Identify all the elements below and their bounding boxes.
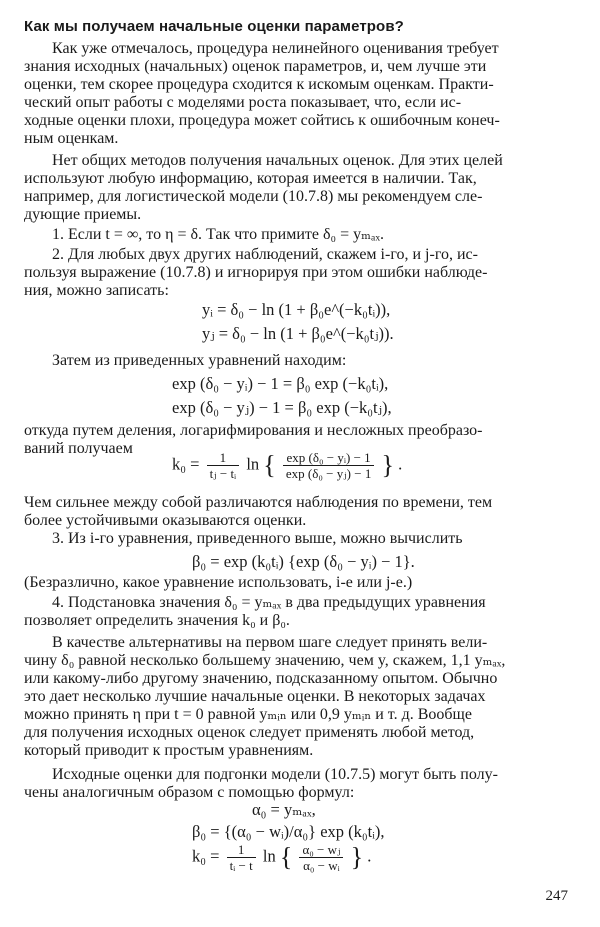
equation-k0-alt: [192, 842, 371, 873]
fraction: [227, 842, 256, 873]
paragraph-intro: [24, 40, 576, 148]
text-line: используют любую информацию, которая имеется в наличии. Так,: [24, 170, 477, 187]
text-line: откуда путем деления, логарифмирования и несложных преобразо-: [24, 422, 483, 439]
equation-alpha0: α₀ = yₘₐₓ,: [252, 800, 316, 819]
fraction: [299, 842, 343, 873]
text-line: Исходные оценки для подгонки модели (10.7.5) могут быть полу-: [52, 766, 498, 783]
text-line: который приводит к простым уравнениям.: [24, 742, 314, 759]
list-item-1: [24, 226, 576, 244]
equation-exp-i: exp (δ₀ − yᵢ) − 1 = β₀ exp (−k₀tᵢ),: [172, 374, 389, 393]
equation-k0: [172, 450, 402, 481]
fraction: [283, 450, 374, 481]
text-line: 3. Из i-го уравнения, приведенного выше, можно вычислить: [52, 530, 463, 547]
fraction-denominator: exp (δ₀ − yⱼ) − 1: [285, 466, 372, 481]
section-heading: Как мы получаем начальные оценки параметров?: [24, 18, 404, 35]
text-line: Чем сильнее между собой различаются наблюдения по времени, тем: [24, 494, 493, 511]
right-brace: }: [381, 450, 394, 480]
equation-yj: yⱼ = δ₀ − ln (1 + β₀e^(−k₀tⱼ)).: [202, 324, 394, 343]
text-line: ным оценкам.: [24, 130, 119, 147]
text-line: Затем из приведенных уравнений находим:: [52, 352, 347, 369]
equation-beta0: β₀ = exp (k₀tᵢ) {exp (δ₀ − yᵢ) − 1}.: [192, 552, 415, 571]
text-line: ходные оценки плохи, процедура может сойтись к ошибочным конеч-: [24, 112, 500, 129]
fraction: [207, 450, 240, 481]
left-brace: {: [263, 450, 276, 480]
fraction-denominator: α₀ − wᵢ: [303, 858, 340, 873]
equation-yi: yᵢ = δ₀ − ln (1 + β₀e^(−k₀tᵢ)),: [202, 300, 391, 319]
eq-lhs: k₀ =: [192, 846, 220, 866]
document-page: [24, 0, 576, 927]
paragraph-alternative: [24, 634, 576, 760]
text-line: 1. Если t = ∞, то η = δ. Так что примите δ₀ = yₘₐₓ.: [52, 226, 384, 243]
text-line: ния, можно записать:: [24, 282, 169, 299]
list-item-4: [24, 594, 576, 630]
equation-beta0-alt: β₀ = {(α₀ − wᵢ)/α₀} exp (k₀tᵢ),: [192, 822, 385, 841]
text-line: можно принять η при t = 0 равной yₘᵢₙ или 0,9 yₘᵢₙ и т. д. Вообще: [24, 706, 472, 723]
paragraph-remark: [24, 574, 576, 592]
list-item-3: [24, 530, 576, 548]
fraction-denominator: tⱼ − tᵢ: [209, 466, 237, 481]
text-line: оценки, тем скорее процедура сходится к искомым оценкам. Практи-: [24, 76, 494, 93]
text-line: более устойчивыми оказываются оценки.: [24, 512, 307, 529]
eq-ln: ln: [262, 846, 276, 866]
text-line: дующие приемы.: [24, 206, 142, 223]
text-line: чину δ₀ равной несколько большему значению, чем y, скажем, 1,1 yₘₐₓ,: [24, 652, 506, 669]
text-line: это дает несколько лучшие начальные оценки. В некоторых задачах: [24, 688, 486, 705]
eq-tail: .: [367, 846, 372, 866]
text-line: пользуя выражение (10.7.8) и игнорируя при этом ошибки наблюде-: [24, 264, 488, 281]
list-item-2: [24, 246, 576, 300]
equation-exp-j: exp (δ₀ − yⱼ) − 1 = β₀ exp (−k₀tⱼ),: [172, 398, 392, 417]
eq-tail: .: [398, 454, 403, 474]
fraction-numerator: 1: [207, 450, 240, 466]
text-line: 4. Подстановка значения δ₀ = yₘₐₓ в два предыдущих уравнения: [52, 594, 486, 611]
eq-lhs: k₀ =: [172, 454, 200, 474]
paragraph-stability: [24, 494, 576, 530]
text-line: ческий опыт работы с моделями роста показывает, что, если ис-: [24, 94, 462, 111]
fraction-denominator: tᵢ − t: [229, 858, 253, 873]
text-line: позволяет определить значения k₀ и β₀.: [24, 612, 290, 629]
paragraph-model-1075: [24, 766, 576, 802]
text-line: Нет общих методов получения начальных оценок. Для этих целей: [52, 152, 503, 169]
text-line: ваний получаем: [24, 440, 133, 457]
text-line: В качестве альтернативы на первом шаге следует принять вели-: [52, 634, 488, 651]
text-line: для получения исходных оценок следует применять любой метод,: [24, 724, 475, 741]
text-line: знания исходных (начальных) оценок параметров, и, чем лучше эти: [24, 58, 487, 75]
text-line: 2. Для любых двух других наблюдений, скажем i-го, и j-го, ис-: [52, 246, 478, 263]
text-line: или какому-либо другому значению, подсказанному опытом. Обычно: [24, 670, 498, 687]
left-brace: {: [279, 842, 293, 872]
fraction-numerator: exp (δ₀ − yᵢ) − 1: [283, 450, 374, 466]
text-line: например, для логистической модели (10.7.8) мы рекомендуем сле-: [24, 188, 483, 205]
text-line: чены аналогичным образом с помощью формул:: [24, 784, 355, 801]
right-brace: }: [350, 842, 364, 872]
page-number: 247: [545, 888, 568, 904]
fraction-numerator: 1: [227, 842, 256, 858]
fraction-numerator: α₀ − wⱼ: [299, 842, 343, 858]
paragraph-then: [24, 352, 576, 370]
text-line: (Безразлично, какое уравнение использовать, i-е или j-е.): [24, 574, 413, 591]
paragraph-methods: [24, 152, 576, 224]
eq-ln: ln: [246, 454, 260, 474]
text-line: Как уже отмечалось, процедура нелинейного оценивания требует: [52, 40, 499, 57]
